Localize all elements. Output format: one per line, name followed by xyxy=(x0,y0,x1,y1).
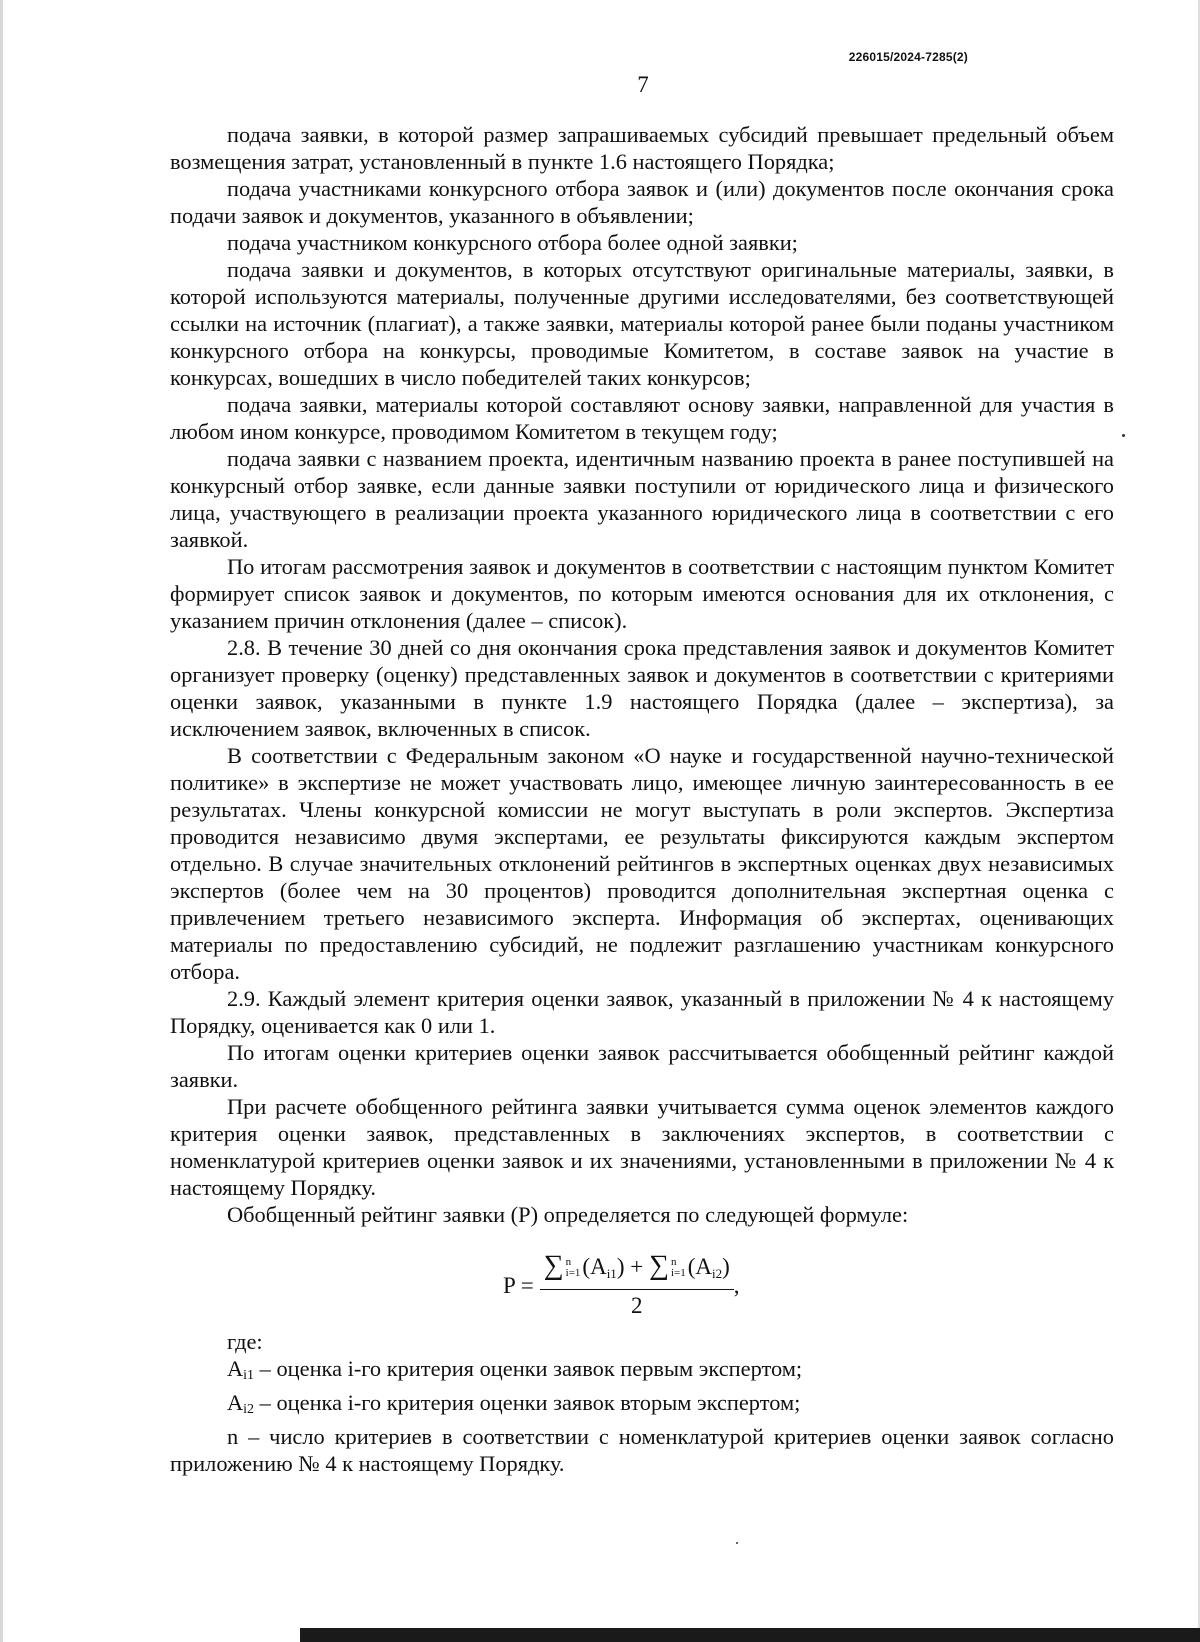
paragraph: При расчете обобщенного рейтинга заявки учитывается сумма оценок элементов каждого критерия оценки заявок, представленных в заключениях экспертов, в соответствии с номенклатурой критериев оценки заявок и их значениями, установленными в приложении № 4 к настоящему Порядку. xyxy=(170,1094,1114,1200)
paragraph: подача заявки с названием проекта, идентичным названию проекта в ранее поступившей на конкурсный отбор заявке, если данные заявки поступили от юридического лица и физического лица, участвующего в реализации проекта указанного юридического лица в соответствии с его заявкой. xyxy=(170,446,1114,552)
a2-symbol: A xyxy=(227,1390,244,1415)
paragraph: подача участниками конкурсного отбора заявок и (или) документов после окончания срока подачи заявок и документов, указанного в объявлении; xyxy=(170,176,1114,228)
term-open: (A xyxy=(687,1253,712,1279)
formula-trailing-comma: , xyxy=(733,1272,740,1298)
document-number: 226015/2024-7285(2) xyxy=(848,50,968,64)
a1-subscript: i1 xyxy=(243,1368,255,1383)
paragraph: подача заявки, в которой размер запрашиваемых субсидий превышает предельный объем возмещения затрат, установленный в пункте 1.6 настоящего Порядка; xyxy=(170,122,1114,174)
sum-symbol: ∑ xyxy=(648,1249,669,1281)
plus-sign: + xyxy=(630,1253,644,1279)
sum-symbol: ∑ xyxy=(543,1249,564,1281)
term-close: ) xyxy=(616,1253,625,1279)
a1-description: – оценка i-го критерия оценки заявок первым экспертом; xyxy=(254,1356,803,1381)
term-open: (A xyxy=(582,1253,607,1279)
scan-bottom-band xyxy=(300,1628,1200,1642)
paragraph: 2.9. Каждый элемент критерия оценки заявок, указанный в приложении № 4 к настоящему Порядку, оценивается как 0 или 1. xyxy=(170,986,1114,1038)
formula-lhs: P = xyxy=(503,1272,534,1298)
term-close: ) xyxy=(722,1253,730,1279)
sum-lower-limit: i=1 xyxy=(670,1267,686,1280)
a2-subscript: i2 xyxy=(243,1402,255,1417)
paragraph: В соответствии с Федеральным законом «О науке и государственной научно-технической политике» в экспертизе не может участвовать лицо, имеющее личную заинтересованность в ее результатах. Члены конкурсной комиссии не могут выступать в роли экспертов. Экспертиза проводится независимо двумя экспертами, ее результаты фиксируются каждым экспертом отдельно. В случае значительных отклонений рейтингов в экспертных оценках двух независимых экспертов (более чем на 30 процентов) проводится дополнительная экспертная оценка с привлечением третьего независимого эксперта. Информация об экспертах, оценивающих материалы по предоставлению субсидий, не подлежит разглашению участникам конкурсного отбора. xyxy=(170,743,1114,984)
legend-item-a1 xyxy=(170,1355,1114,1389)
document-body xyxy=(170,121,1114,1477)
formula-fraction xyxy=(540,1249,734,1319)
scan-speck xyxy=(736,1542,738,1544)
scan-speck xyxy=(1122,434,1125,437)
a1-symbol: A xyxy=(227,1356,244,1381)
formula-expression xyxy=(503,1250,740,1320)
legend-intro: где: xyxy=(227,1329,263,1354)
paragraph: подача участником конкурсного отбора более одной заявки; xyxy=(227,230,798,255)
legend-item-a2 xyxy=(170,1389,1114,1423)
scan-left-edge xyxy=(0,0,3,1642)
formula-denominator: 2 xyxy=(630,1292,643,1318)
sum-upper-limit: n xyxy=(670,1256,677,1269)
paragraph: По итогам оценки критериев оценки заявок рассчитывается обобщенный рейтинг каждой заявки. xyxy=(170,1040,1114,1092)
sum-upper-limit: n xyxy=(565,1256,572,1269)
term2-subscript: i2 xyxy=(711,1265,723,1281)
sum-lower-limit: i=1 xyxy=(565,1267,581,1280)
paragraph: По итогам рассмотрения заявок и документов в соответствии с настоящим пунктом Комитет формирует список заявок и документов, по которым имеются основания для их отклонения, с указанием причин отклонения (далее – список). xyxy=(170,554,1114,633)
a2-description: – оценка i-го критерия оценки заявок вторым экспертом; xyxy=(254,1390,801,1415)
paragraph: 2.8. В течение 30 дней со дня окончания срока представления заявок и документов Комитет организует проверку (оценку) представленных заявок и документов в соответствии с критериями оценки заявок, указанными в пункте 1.9 настоящего Порядка (далее – экспертиза), за исключением заявок, включенных в список. xyxy=(170,635,1114,741)
rating-formula xyxy=(170,1250,1114,1328)
paragraph: подача заявки, материалы которой составляют основу заявки, направленной для участия в любом ином конкурсе, проводимом Комитетом в текущем году; xyxy=(170,392,1114,444)
sum-limits xyxy=(566,1257,581,1279)
page-number: 7 xyxy=(637,72,649,97)
sum-limits xyxy=(671,1257,686,1279)
formula-numerator xyxy=(540,1249,734,1290)
paragraph: Обобщенный рейтинг заявки (P) определяется по следующей формуле: xyxy=(227,1202,909,1227)
term1-subscript: i1 xyxy=(606,1265,617,1281)
paragraph: подача заявки и документов, в которых отсутствуют оригинальные материалы, заявки, в которой используются материалы, полученные другими исследователями, без соответствующей ссылки на источник (плагиат), а также заявки, материалы которой ранее были поданы участником конкурсного отбора на конкурсы, проводимые Комитетом, в составе заявок на участие в конкурсах, вошедших в число победителей таких конкурсов; xyxy=(170,257,1114,390)
legend-item-n: n – число критериев в соответствии с номенклатурой критериев оценки заявок согласно приложению № 4 к настоящему Порядку. xyxy=(170,1424,1114,1476)
